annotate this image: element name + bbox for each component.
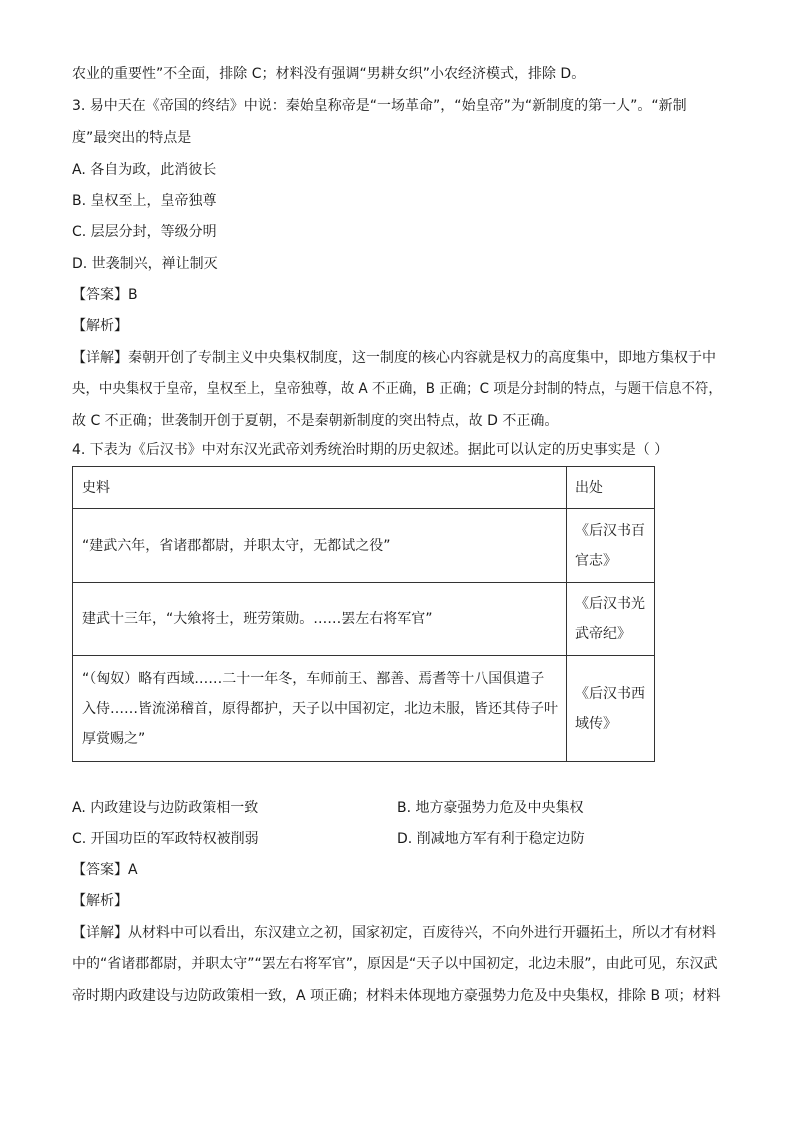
line-1: 农业的重要性”不全面，排除 C；材料没有强调“男耕女织”小农经济模式，排除 D。 (72, 66, 586, 82)
question-3-detail-3: 故 C 不正确；世袭制开创于夏朝，不是秦朝新制度的突出特点，故 D 不正确。 (72, 413, 559, 429)
question-4-detail-3: 帝时期内政建设与边防政策相一致，A 项正确；材料未体现地方豪强势力危及中央集权，排除 B 项；材料 (72, 988, 721, 1004)
question-3-answer: 【答案】B (72, 287, 138, 303)
question-3-detail-2: 央，中央集权于皇帝，皇权至上，皇帝独尊，故 A 不正确，B 正确；C 项是分封制的特点，与题干信息不符， (72, 381, 722, 397)
table-cell-text: “（匈奴）略有西域……二十一年冬，车师前王、鄯善、焉耆等十八国俱遣子入侍……皆流涕稽首，原得都护，天子以中国初定，北边未服，皆还其侍子叶厚赏赐之” (73, 656, 567, 762)
question-4-detail-2: 中的“省诸郡都尉，并职太守”“罢左右将军官”，原因是“天子以中国初定，北边未服”，由此可见，东汉武 (72, 956, 718, 972)
question-3-stem-2: 度”最突出的特点是 (72, 130, 192, 146)
table-row (73, 656, 655, 762)
question-4-option-c: C. 开国功臣的军政特权被削弱 (72, 831, 259, 847)
question-3-option-a: A. 各自为政，此消彼长 (72, 162, 217, 178)
question-4-detail-1: 【详解】从材料中可以看出，东汉建立之初，国家初定，百废待兴，不向外进行开疆拓土，所以才有材料 (72, 925, 716, 941)
table-cell-text: 建武十三年，“大飨将士，班劳策勋。……罢左右将军官” (73, 583, 567, 656)
question-3-option-d: D. 世袭制兴，禅让制灭 (72, 256, 218, 272)
question-4-analysis-label: 【解析】 (72, 893, 128, 909)
table-cell-source: 《后汉书西域传》 (567, 656, 655, 762)
question-3-option-b: B. 皇权至上，皇帝独尊 (72, 193, 217, 209)
table-cell-text: “建武六年，省诸郡都尉，并职太守，无都试之役” (73, 509, 567, 583)
table-cell-source: 《后汉书光武帝纪》 (567, 583, 655, 656)
table-row (73, 509, 655, 583)
question-4-option-b: B. 地方豪强势力危及中央集权 (397, 800, 584, 816)
table-header-source-text: 史料 (73, 467, 567, 509)
question-4-stem: 4. 下表为《后汉书》中对东汉光武帝刘秀统治时期的历史叙述。据此可以认定的历史事实是（ ） (72, 442, 669, 458)
table-header-row (73, 467, 655, 509)
question-3-option-c: C. 层层分封，等级分明 (72, 224, 217, 240)
table-row (73, 583, 655, 656)
question-4-answer: 【答案】A (72, 862, 138, 878)
question-4-option-d: D. 削减地方军有利于稳定边防 (397, 831, 585, 847)
table-cell-source: 《后汉书百官志》 (567, 509, 655, 583)
question-4-option-a: A. 内政建设与边防政策相一致 (72, 800, 259, 816)
question-3-detail-1: 【详解】秦朝开创了专制主义中央集权制度，这一制度的核心内容就是权力的高度集中，即地方集权于中 (72, 350, 716, 366)
question-3-stem-1: 3. 易中天在《帝国的终结》中说：秦始皇称帝是“一场革命”，“始皇帝”为“新制度的第一人”。“新制 (72, 98, 687, 114)
source-table (72, 466, 655, 762)
table-header-origin: 出处 (567, 467, 655, 509)
question-3-analysis-label: 【解析】 (72, 318, 128, 334)
